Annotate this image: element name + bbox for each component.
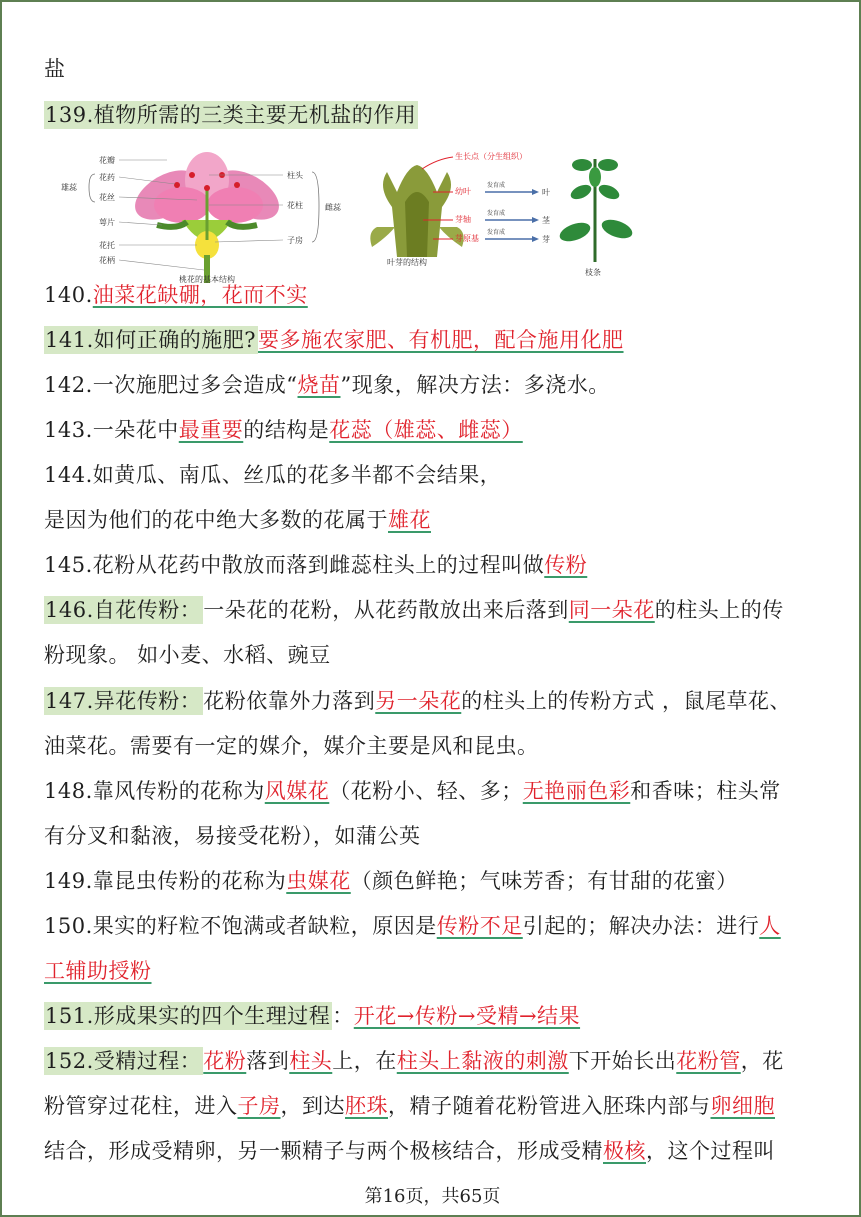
- flower-label-petal: 花瓣: [99, 156, 115, 165]
- leaf-bud-illustration: [370, 165, 463, 257]
- item-152-kw-8: 极核: [603, 1139, 646, 1163]
- item-152-label: 152.受精过程：: [45, 1049, 202, 1073]
- item-143-keyword-2: 花蕊（雄蕊、雌蕊）: [329, 418, 523, 442]
- flower-illustration: [127, 152, 288, 283]
- item-144-text: 是因为他们的花中绝大多数的花属于: [44, 508, 388, 532]
- page-footer: 第16页，共65页: [364, 1186, 501, 1207]
- item-140-answer: 油菜花缺硼，花而不实: [92, 283, 308, 307]
- item-152-line1: [44, 1046, 784, 1076]
- flower-label-pedicel: 花柄: [99, 256, 115, 265]
- item-146-line1: [44, 595, 784, 625]
- item-149-text-b: （颜色鲜艳；气味芳香；有甘甜的花蜜）: [350, 869, 738, 893]
- item-145: [44, 550, 587, 580]
- item-148-keyword-2: 无艳丽色彩: [522, 779, 631, 803]
- item-145-text: 145.花粉从花药中散放而落到雌蕊柱头上的过程叫做: [44, 553, 545, 577]
- item-152-l2-a: 粉管穿过花柱，进入: [44, 1094, 238, 1118]
- arrow-label-2: 发育成: [487, 210, 506, 217]
- item-148-line2: 有分叉和黏液，易接受花粉），如蒲公英: [44, 824, 421, 848]
- item-142-keyword: 烧苗: [297, 373, 341, 397]
- item-150-keyword-2b: 工辅助授粉: [44, 959, 152, 983]
- item-147-text-a: 花粉依靠外力落到: [203, 689, 376, 713]
- item-150-keyword-2a: 人: [759, 914, 781, 938]
- item-152-kw-2: 柱头: [289, 1049, 333, 1073]
- item-152-t-4: ，花: [740, 1049, 784, 1073]
- item-152-kw-3: 柱头上黏液的刺激: [396, 1049, 569, 1073]
- item-148-line1: [44, 776, 781, 806]
- item-143: [44, 415, 523, 445]
- bud-result-leaf: 叶: [542, 188, 550, 197]
- item-143-text-a: 143.一朵花中: [44, 418, 179, 442]
- item-150-line2: [44, 956, 152, 986]
- item-139: [44, 100, 418, 130]
- arrow-label-3: 发育成: [487, 229, 506, 236]
- item-147-label: 147.异花传粉：: [45, 689, 202, 713]
- flower-group-stamen: 雄蕊: [61, 183, 77, 192]
- item-149-text-a: 149.靠昆虫传粉的花称为: [44, 869, 287, 893]
- arrow-label-1: 发育成: [487, 182, 506, 189]
- item-143-keyword-1: 最重要: [178, 418, 244, 442]
- item-149-keyword: 虫媒花: [286, 869, 351, 893]
- flower-structure-diagram: [57, 150, 352, 285]
- bud-label-bud-axis: 芽轴: [455, 215, 471, 224]
- item-152-kw-6: 胚珠: [345, 1094, 388, 1118]
- flower-label-filament: 花丝: [99, 193, 115, 202]
- branch-caption: 枝条: [585, 268, 601, 277]
- bud-caption: 叶芽的结构: [387, 258, 427, 267]
- item-152-l3-b: ，这个过程叫: [646, 1139, 775, 1163]
- item-151-answer: 开花→传粉→受精→结果: [353, 1004, 581, 1028]
- item-151-colon: ：: [332, 1004, 354, 1028]
- item-152-kw-5: 子房: [237, 1094, 281, 1118]
- item-147-keyword: 另一朵花: [375, 689, 462, 713]
- item-151-label: 151.形成果实的四个生理过程: [45, 1004, 331, 1028]
- item-148-text-b: （花粉小、轻、多；: [329, 779, 523, 803]
- item-141: [44, 325, 624, 355]
- item-152-kw-7: 卵细胞: [710, 1094, 775, 1118]
- item-152-t-3: 下开始长出: [568, 1049, 677, 1073]
- item-148-text-a: 148.靠风传粉的花称为: [44, 779, 265, 803]
- item-142: [44, 370, 610, 400]
- flower-label-sepal: 萼片: [99, 218, 115, 227]
- item-150-keyword-1: 传粉不足: [436, 914, 523, 938]
- item-150-text-b: 引起的；解决办法：进行: [522, 914, 760, 938]
- item-140: [44, 280, 308, 310]
- item-152-line3: [44, 1136, 775, 1166]
- item-152-t-1: 落到: [246, 1049, 290, 1073]
- item-148-text-c: 和香味；柱头常: [630, 779, 781, 803]
- item-150-line1: [44, 911, 781, 941]
- item-152-t-2: 上，在: [332, 1049, 397, 1073]
- item-151: [44, 1001, 580, 1031]
- item-147-text-b: 的柱头上的传粉方式 ，鼠尾草花、: [461, 689, 791, 713]
- item-147-line2: 油菜花。需要有一定的媒介，媒介主要是风和昆虫。: [44, 734, 539, 758]
- item-152-line2: [44, 1091, 775, 1121]
- item-142-text-b: ”现象，解决方法：多浇水。: [340, 373, 610, 397]
- item-142-text-a: 142.一次施肥过多会造成“: [44, 373, 298, 397]
- item-140-prefix: 140.: [44, 283, 93, 307]
- item-143-text-b: 的结构是: [243, 418, 330, 442]
- bud-label-young-leaf: 幼叶: [455, 187, 471, 196]
- flower-label-ovary: 子房: [287, 236, 303, 245]
- bud-result-stem: 茎: [542, 216, 550, 225]
- item-144-keyword: 雄花: [388, 508, 431, 532]
- item-152-kw-4: 花粉管: [676, 1049, 741, 1073]
- flower-group-pistil: 雌蕊: [325, 203, 341, 212]
- item-141-label: 141.如何正确的施肥?: [45, 328, 257, 352]
- item-152-l2-b: ，到达: [280, 1094, 345, 1118]
- header-word: 盐: [44, 57, 66, 81]
- item-144-line2: [44, 505, 431, 535]
- item-139-label: 139.植物所需的三类主要无机盐的作用: [45, 103, 417, 127]
- bud-label-growth-point: 生长点（分生组织）: [455, 152, 527, 161]
- item-144-line1: 144.如黄瓜、南瓜、丝瓜的花多半都不会结果，: [44, 463, 502, 487]
- item-146-text-a: 一朵花的花粉，从花药散放出来后落到: [203, 598, 569, 622]
- item-149: [44, 866, 738, 896]
- item-146-line2: 粉现象。 如小麦、水稻、豌豆: [44, 643, 331, 667]
- item-152-l3-a: 结合，形成受精卵，另一颗精子与两个极核结合，形成受精: [44, 1139, 603, 1163]
- leaf-bud-diagram: [367, 147, 657, 277]
- flower-label-style: 花柱: [287, 201, 303, 210]
- branch-illustration: [557, 159, 635, 262]
- item-152-l2-c: ，精子随着花粉管进入胚珠内部与: [388, 1094, 711, 1118]
- item-141-answer: 要多施农家肥、有机肥，配合施用化肥: [258, 328, 624, 352]
- flower-label-stigma: 柱头: [287, 171, 303, 180]
- item-146-keyword: 同一朵花: [568, 598, 655, 622]
- flower-label-receptacle: 花托: [99, 241, 115, 250]
- item-146-label: 146.自花传粉：: [45, 598, 202, 622]
- bud-label-bud-primordium: 芽原基: [455, 234, 479, 243]
- item-150-text-a: 150.果实的籽粒不饱满或者缺粒，原因是: [44, 914, 437, 938]
- item-146-text-b: 的柱头上的传: [654, 598, 784, 622]
- item-145-keyword: 传粉: [544, 553, 588, 577]
- item-152-kw-1: 花粉: [203, 1049, 247, 1073]
- flower-caption: 桃花的基本结构: [179, 275, 235, 284]
- item-147-line1: [44, 686, 791, 716]
- item-148-keyword-1: 风媒花: [264, 779, 330, 803]
- bud-result-bud: 芽: [542, 235, 550, 244]
- flower-label-anther: 花药: [99, 173, 115, 182]
